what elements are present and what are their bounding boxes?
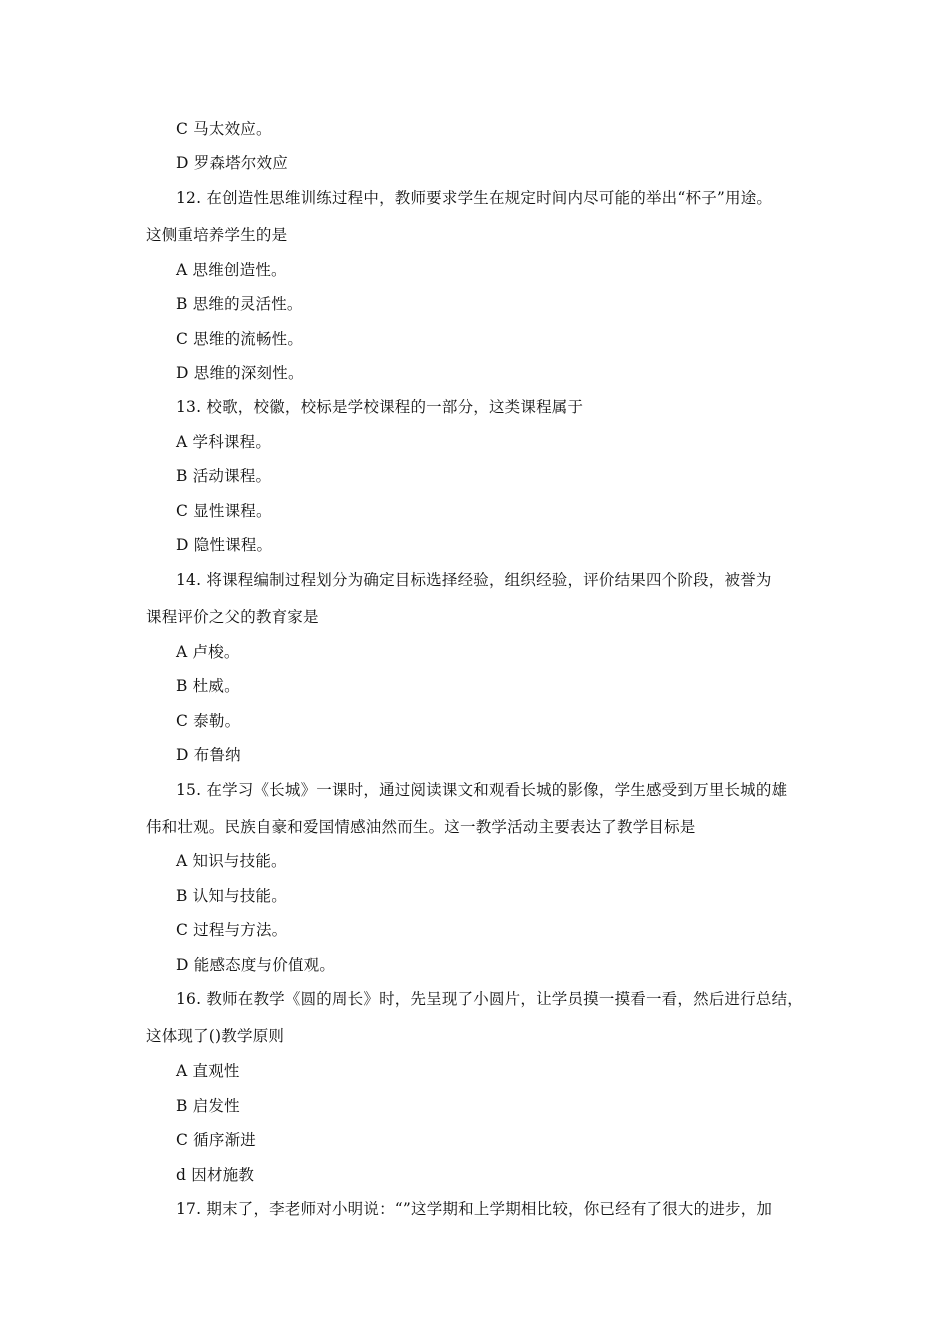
option-line: C 过程与方法。 — [176, 921, 288, 939]
option-line: B 认知与技能。 — [176, 887, 287, 905]
question-continuation: 课程评价之父的教育家是 — [146, 608, 319, 626]
option-line: D 罗森塔尔效应 — [176, 154, 288, 172]
option-line: D 布鲁纳 — [176, 746, 241, 764]
question-continuation: 这侧重培养学生的是 — [146, 226, 288, 244]
option-line: C 马太效应。 — [176, 120, 272, 138]
option-line: A 思维创造性。 — [176, 261, 287, 279]
option-line: d 因材施教 — [176, 1166, 255, 1184]
option-line: A 知识与技能。 — [176, 852, 287, 870]
question-line: 13. 校歌，校徽，校标是学校课程的一部分，这类课程属于 — [176, 398, 584, 416]
question-line: 16. 教师在教学《圆的周长》时，先呈现了小圆片，让学员摸一摸看一看，然后进行总结， — [176, 990, 803, 1008]
option-line: A 学科课程。 — [176, 433, 272, 451]
question-line: 15. 在学习《长城》一课时，通过阅读课文和观看长城的影像，学生感受到万里长城的雄 — [176, 781, 788, 799]
option-line: A 卢梭。 — [176, 643, 240, 661]
option-line: D 能感态度与价值观。 — [176, 956, 336, 974]
option-line: B 思维的灵活性。 — [176, 295, 303, 313]
question-continuation: 伟和壮观。民族自豪和爱国情感油然而生。这一教学活动主要表达了教学目标是 — [146, 818, 696, 836]
option-line: D 思维的深刻性。 — [176, 364, 304, 382]
option-line: B 启发性 — [176, 1097, 240, 1115]
option-line: D 隐性课程。 — [176, 536, 273, 554]
option-line: C 循序渐进 — [176, 1131, 256, 1149]
question-continuation: 这体现了()教学原则 — [146, 1027, 285, 1045]
option-line: C 显性课程。 — [176, 502, 272, 520]
question-line: 14. 将课程编制过程划分为确定目标选择经验，组织经验，评价结果四个阶段，被誉为 — [176, 571, 772, 589]
option-line: C 泰勒。 — [176, 712, 241, 730]
question-line: 12. 在创造性思维训练过程中，教师要求学生在规定时间内尽可能的举出“杯子”用途。 — [176, 189, 773, 207]
question-line: 17. 期末了，李老师对小明说：“”这学期和上学期相比较，你已经有了很大的进步，加 — [176, 1200, 773, 1218]
option-line: A 直观性 — [176, 1062, 240, 1080]
option-line: B 杜威。 — [176, 677, 240, 695]
option-line: C 思维的流畅性。 — [176, 330, 304, 348]
option-line: B 活动课程。 — [176, 467, 272, 485]
